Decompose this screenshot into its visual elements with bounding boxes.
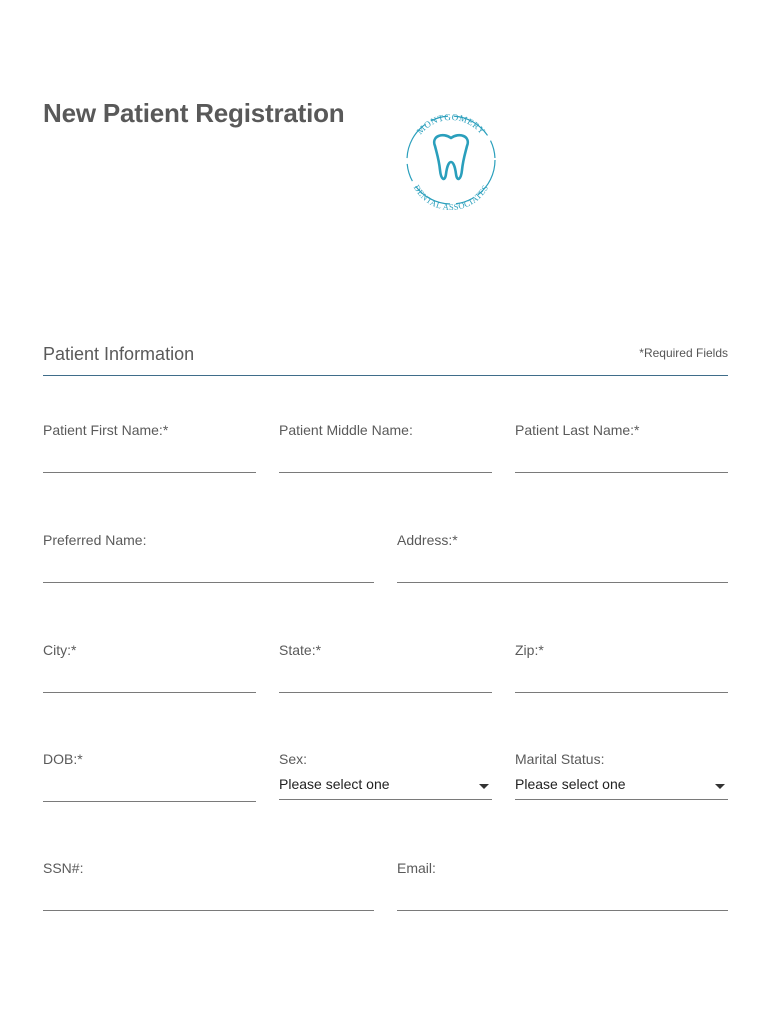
- ssn-label: SSN#:: [43, 860, 84, 876]
- email-label: Email:: [397, 860, 436, 876]
- sex-label: Sex:: [279, 751, 308, 767]
- logo-top-text: MONTGOMERY: [414, 111, 488, 137]
- zip-input[interactable]: [515, 666, 728, 693]
- first-name-label: Patient First Name:*: [43, 422, 169, 438]
- address-field: [397, 532, 728, 582]
- sex-selected-value: Please select one: [279, 776, 390, 792]
- last-name-label: Patient Last Name:*: [515, 422, 640, 438]
- last-name-field: [515, 422, 728, 472]
- first-name-field: [43, 422, 256, 472]
- middle-name-label: Patient Middle Name:: [279, 422, 413, 438]
- last-name-input[interactable]: [515, 446, 728, 473]
- address-input[interactable]: [397, 556, 728, 583]
- preferred-name-input[interactable]: [43, 556, 374, 583]
- sex-select[interactable]: [279, 773, 492, 800]
- ssn-input[interactable]: [43, 884, 374, 911]
- email-input[interactable]: [397, 884, 728, 911]
- practice-logo: [401, 110, 501, 222]
- chevron-down-icon: [715, 784, 725, 789]
- marital-status-label: Marital Status:: [515, 751, 605, 767]
- chevron-down-icon: [479, 784, 489, 789]
- marital-status-field: [515, 751, 728, 801]
- page-title: New Patient Registration: [43, 98, 345, 128]
- section-title: Patient Information: [43, 344, 195, 364]
- first-name-input[interactable]: [43, 446, 256, 473]
- email-field: [397, 860, 728, 910]
- zip-label: Zip:*: [515, 642, 544, 658]
- dob-field: [43, 751, 256, 801]
- state-input[interactable]: [279, 666, 492, 693]
- zip-field: [515, 642, 728, 692]
- dob-label: DOB:*: [43, 751, 83, 767]
- marital-status-select[interactable]: [515, 773, 728, 800]
- middle-name-field: [279, 422, 492, 472]
- city-input[interactable]: [43, 666, 256, 693]
- marital-status-selected-value: Please select one: [515, 776, 626, 792]
- address-label: Address:*: [397, 532, 458, 548]
- city-field: [43, 642, 256, 692]
- preferred-name-field: [43, 532, 374, 582]
- ssn-field: [43, 860, 374, 910]
- state-label: State:*: [279, 642, 322, 658]
- preferred-name-label: Preferred Name:: [43, 532, 147, 548]
- tooth-icon: [434, 135, 468, 179]
- logo-bottom-text: DENTAL ASSOCIATES: [411, 182, 491, 213]
- practice-logo-seal: [401, 110, 501, 222]
- middle-name-input[interactable]: [279, 446, 492, 473]
- dob-input[interactable]: [43, 775, 256, 802]
- required-fields-note: *Required Fields: [639, 346, 728, 360]
- city-label: City:*: [43, 642, 77, 658]
- patient-information-section-header: [43, 340, 728, 376]
- sex-field: [279, 751, 492, 801]
- state-field: [279, 642, 492, 692]
